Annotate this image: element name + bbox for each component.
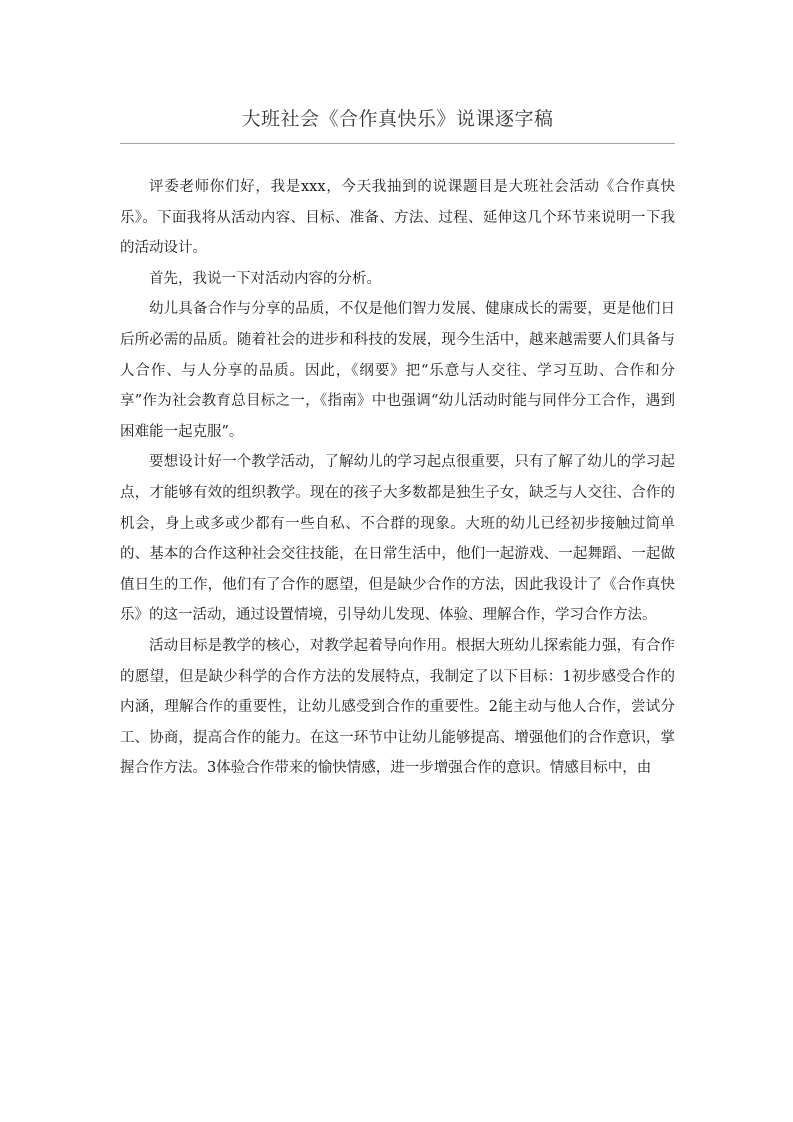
document-body [120,172,675,784]
paragraph-intro: 评委老师你们好，我是xxx，今天我抽到的说课题目是大班社会活动《合作真快乐》。下面我将从活动内容、目标、准备、方法、过程、延伸这几个环节来说明一下我的活动设计。 [120,179,675,257]
paragraph-activity-goals: 活动目标是教学的核心，对教学起着导向作用。根据大班幼儿探索能力强，有合作的愿望，但是缺少科学的合作方法的发展特点，我制定了以下目标：1初步感受合作的内涵，理解合作的重要性，让幼儿感受到合作的重要性。2能主动与他人合作，尝试分工、协商，提高合作的能力。在这一环节中让幼儿能够提高、增强他们的合作意识，掌握合作方法。3体验合作带来的愉快情感，进一步增强合作的意识。情感目标中，由 [120,637,675,777]
document-title: 大班社会《合作真快乐》说课逐字稿 [241,108,554,130]
paragraph-learning-starting-point: 要想设计好一个教学活动，了解幼儿的学习起点很重要，只有了解了幼儿的学习起点，才能够有效的组织教学。现在的孩子大多数都是独生子女，缺乏与人交往、合作的机会，身上或多或少都有一些自私、不合群的现象。大班的幼儿已经初步接触过简单的、基本的合作这种社会交往技能，在日常生活中，他们一起游戏、一起舞蹈、一起做值日生的工作，他们有了合作的愿望，但是缺少合作的方法，因此我设计了《合作真快乐》的这一活动，通过设置情境，引导幼儿发现、体验、理解合作，学习合作方法。 [120,454,675,624]
paragraph-content-analysis: 首先，我说一下对活动内容的分析。 [149,270,381,287]
title-divider [120,143,675,144]
paragraph-cooperation-quality: 幼儿具备合作与分享的品质，不仅是他们智力发展、健康成长的需要，更是他们日后所必需的品质。随着社会的进步和科技的发展，现今生活中，越来越需要人们具备与人合作、与人分享的品质。因此，《纲要》把“乐意与人交往、学习互助、合作和分享”作为社会教育总目标之一，《指南》中也强调“幼儿活动时能与同伴分工合作，遇到困难能一起克服”。 [120,301,675,440]
